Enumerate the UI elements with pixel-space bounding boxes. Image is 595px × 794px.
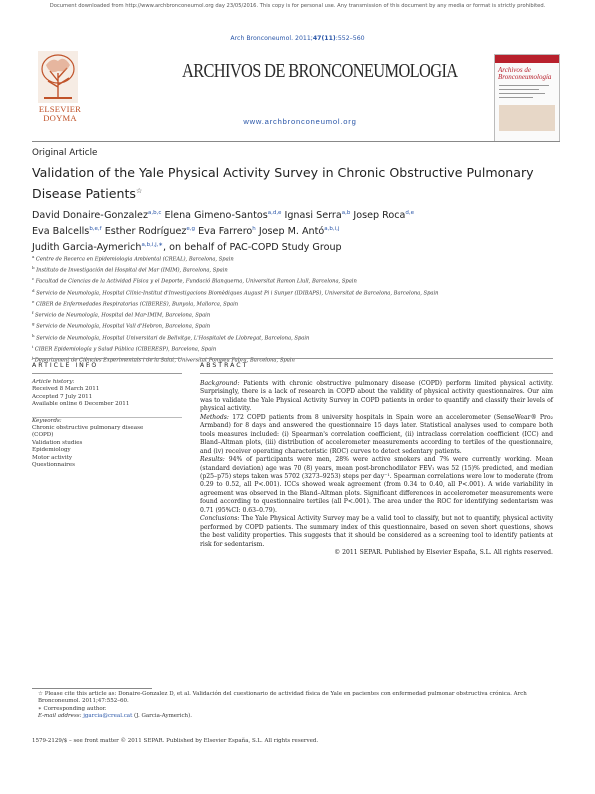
publisher-line-2: DOYMA <box>43 113 77 123</box>
email-link[interactable]: jgarcia@creal.cat <box>83 713 133 720</box>
background-label: Background: <box>200 380 240 387</box>
affiliation-item <box>32 253 572 264</box>
author-name: Josep M. Antó <box>258 225 325 237</box>
article-type: Original Article <box>32 148 98 158</box>
header-divider <box>32 141 560 142</box>
received-date: Received 8 March 2011 <box>32 386 100 393</box>
abstract-results <box>200 456 553 515</box>
author <box>164 210 284 221</box>
affiliation-key: d <box>32 287 35 293</box>
abstract-background <box>200 380 553 414</box>
author <box>32 242 342 253</box>
citation-footnote <box>32 691 562 706</box>
elsevier-tree-icon <box>38 51 78 103</box>
footnote-rule <box>32 688 152 689</box>
conclusions-label: Conclusions: <box>200 515 240 523</box>
journal-ref-prefix: Arch Bronconeumol. 2011; <box>230 35 313 42</box>
citation-text: Please cite this article as: Donaire-Gonzalez D, et al. Validación del cuestionario de actividad física de Yale en pacientes con enfermedad pulmonar obstructiva crónica. Arch Bronconeumol. 2011;47:552–60. <box>38 691 527 705</box>
methods-label: Methods: <box>200 413 229 421</box>
article-info <box>32 379 182 469</box>
author-name: Josep Roca <box>353 210 406 222</box>
affiliation-item <box>32 332 572 343</box>
article-info-heading: ARTICLE INFO <box>32 362 99 369</box>
keyword-item[interactable]: Validation studies <box>32 439 83 446</box>
keyword-item[interactable]: (COPD) <box>32 432 54 439</box>
footnotes <box>32 691 562 721</box>
author-affiliation-link[interactable]: a,b,i,j,∗ <box>141 241 164 248</box>
results-label: Results: <box>200 456 225 464</box>
author <box>259 226 340 237</box>
conclusions-text: The Yale Physical Activity Survey may be a valid tool to classify, but not to quantify, physical activity performed by COPD patients. The summary index of this questionnaire, based on seven short questions, shows the best validity properties. This suggests that it should be considered as a screening tool to identify patients at risk for sedentarism. <box>200 515 554 548</box>
cover-title-line-2: Bronconeumología <box>498 73 552 81</box>
keyword-item[interactable]: Epidemiology <box>32 447 71 454</box>
affiliation-text: Servicio de Neumología, Hospital Universitari de Bellvitge, L'Hospitalet de Llobregat, Barcelona, Spain <box>36 335 310 342</box>
publisher-line-1: ELSEVIER <box>38 104 82 114</box>
affiliation-item <box>32 309 572 320</box>
abstract-copyright: © 2011 SEPAR. Published by Elsevier España, S.L. All rights reserved. <box>334 549 553 557</box>
corresponding-text: Corresponding author. <box>43 705 107 712</box>
results-text: 94% of participants were men, 28% were active smokers and 7% were currently working. Mean (standard deviation) age was 70 (8) years, mean post-bronchodilator FEV₁ was 52 (15)% predicted, and median (p25–p75) steps taken was 5702 (3273–9253) steps per day⁻¹. Spearman correlations were low to moderate (from 0.29 to 0.52, all P<.001). ICCs showed weak agreement (from 0.34 to 0.40, all P<.001). A wide variability in agreement was observed in the Bland–Altman plots. Significant differences in accelerometer measurements were found according to questionnaire tertiles (all P<.001). The area under the ROC for identifying sedentarism was 0.71 (95%CI: 0.63–0.79). <box>200 456 553 514</box>
methods-text: 172 COPD patients from 8 university hospitals in Spain wore an accelerometer (SenseWear® Pro₂ Armband) for 8 days and answered the questionnaire 15 days later. Statistical analyses used to compare both tools measures included: (i) Spearman's correlation coefficient, (ii) intraclass correlation coefficient (ICC) and Bland–Altman plots, (iii) distribution of accelerometer measurements according to tertiles of the questionnaire, and (iv) receiver operating characteristic (ROC) curves to detect sedentary patients. <box>200 413 553 455</box>
affiliation-key: j <box>32 355 34 361</box>
issn-line: 1579-2129/$ – see front matter © 2011 SEPAR. Published by Elsevier España, S.L. All rights reserved. <box>32 738 319 744</box>
email-owner: (J. Garcia-Aymerich). <box>134 713 192 720</box>
author-affiliation-link[interactable]: a,b,c <box>147 210 162 216</box>
affiliation-item <box>32 275 572 286</box>
journal-url-link[interactable]: www.archbronconeumol.org <box>243 117 357 126</box>
author <box>32 210 164 221</box>
affiliation-item <box>32 343 572 354</box>
author-affiliation-link[interactable]: e,g <box>186 225 196 232</box>
affiliation-item <box>32 264 572 275</box>
author <box>353 210 414 221</box>
affiliation-key: b <box>32 265 35 271</box>
article-title-text: Validation of the Yale Physical Activity Survey in Chronic Obstructive Pulmonary Disease Patients <box>32 165 534 202</box>
cover-text-line <box>499 89 539 90</box>
affiliation-text: CIBER de Enfermedades Respiratorias (CIBERES), Bunyola, Mallorca, Spain <box>35 301 239 308</box>
affiliation-text: Instituto de Investigación del Hospital del Mar (IMIM), Barcelona, Spain <box>36 267 228 274</box>
publisher-logo <box>32 51 147 136</box>
abstract-conclusions <box>200 515 553 549</box>
publisher-name <box>34 105 86 123</box>
journal-ref-issue: (11) <box>321 35 336 42</box>
author-name: David Donaire-Gonzalez <box>32 210 148 222</box>
cover-text-line <box>499 97 533 98</box>
article-info-top-rule <box>32 358 182 359</box>
abstract-heading: ABSTRACT <box>200 362 249 369</box>
journal-title: ARCHIVOS DE BRONCONEUMOLOGIA <box>182 60 458 82</box>
author <box>105 226 198 237</box>
email-footnote <box>32 713 562 720</box>
affiliation-key: e <box>32 298 35 304</box>
author-affiliation-link[interactable]: a,b,i,j <box>324 225 340 232</box>
article-title <box>32 163 567 203</box>
email-label: E-mail address: <box>38 713 82 720</box>
affiliation-text: Servicio de Neumología, Hospital del Mar-IMIM, Barcelona, Spain <box>34 312 211 319</box>
cover-band <box>495 55 559 63</box>
author-affiliation-link[interactable]: d,e <box>405 210 415 216</box>
author-name: Eva Farrero <box>198 225 253 237</box>
affiliation-text: Centre de Recerca en Epidemiologia Ambiental (CREAL), Barcelona, Spain <box>35 256 234 263</box>
affiliation-text: Servicio de Neumología, Hospital Vall d'Hebron, Barcelona, Spain <box>36 324 211 331</box>
accepted-date: Accepted 7 July 2011 <box>32 393 93 400</box>
cover-title <box>498 67 551 81</box>
online-date: Available online 6 December 2011 <box>32 401 130 408</box>
author-affiliation-link[interactable]: h <box>252 225 256 232</box>
download-note: Document downloaded from http://www.archbronconeumol.org day 23/05/2016. This copy is for personal use. Any transmission of this document by any media or format is strictly prohibited. <box>49 3 546 9</box>
journal-reference[interactable] <box>0 35 595 42</box>
article-info-rule <box>32 373 182 374</box>
keyword-item[interactable]: Questionnaires <box>32 462 75 469</box>
author-name: Judith Garcia-Aymerich <box>32 241 142 253</box>
citation-mark: ☆ <box>38 691 43 697</box>
history-label: Article history: <box>32 379 75 385</box>
affiliation-key: i <box>32 343 34 349</box>
affiliation-key: g <box>32 321 35 327</box>
corresponding-mark: ∗ <box>38 705 42 712</box>
abstract-rule <box>200 373 553 374</box>
author-affiliation-link[interactable]: b,e,f <box>89 225 102 232</box>
author-name: Ignasi Serra <box>284 210 342 222</box>
abstract-top-rule <box>200 358 553 359</box>
abstract-body <box>200 380 553 558</box>
author-affiliation-link[interactable]: a,d,e <box>267 210 282 216</box>
author-name: Eva Balcells <box>32 225 90 237</box>
keywords-label: Keywords: <box>32 417 62 424</box>
keyword-item[interactable]: Motor activity <box>32 454 73 461</box>
affiliation-item <box>32 287 572 298</box>
author-affiliation-link[interactable]: a,b <box>341 210 351 216</box>
keywords-rule <box>32 417 182 418</box>
affiliation-text: Servicio de Neumología, Hospital Clínic-Institut d'Investigacions Biomèdiques August Pi i Sunyer (IDIBAPS), Universitat de Barcelona, Barcelona, Spain <box>36 290 439 297</box>
author-name: Elena Gimeno-Santos <box>164 210 268 222</box>
author-separator: , on behalf of PAC-COPD Study Group <box>163 241 342 253</box>
keyword-item[interactable]: Chronic obstructive pulmonary disease <box>32 425 144 432</box>
affiliation-text: Departament de Ciències Experimentals i de la Salut, Universitat Pompeu Fabra, Barcelona, Spain <box>34 357 295 364</box>
cover-text-line <box>499 85 549 86</box>
author-name: Esther Rodríguez <box>104 225 187 237</box>
affiliation-text: Facultad de Ciencias de la Actividad Física y el Deporte, Fundació Blanquerna, Universitat Ramon Llull, Barcelona, Spain <box>35 279 357 286</box>
affiliation-key: f <box>32 310 34 316</box>
background-text: Patients with chronic obstructive pulmonary disease (COPD) perform limited physical activity. Surprisingly, there is a lack of research in COPD about the validity of physical activity questionnaires. Our aim was to validate the Yale Physical Activity Survey in COPD patients in order to quantify and classify their levels of physical activity. <box>200 380 554 413</box>
journal-ref-pages: :552–560 <box>335 35 365 42</box>
journal-ref-volume: 47 <box>312 35 322 42</box>
abstract-methods <box>200 414 553 456</box>
affiliation-item <box>32 320 572 331</box>
affiliation-item <box>32 298 572 309</box>
affiliation-list <box>32 253 572 365</box>
title-footnote-mark[interactable]: ☆ <box>135 187 143 195</box>
affiliation-key: a <box>32 254 35 259</box>
cover-image <box>499 105 555 131</box>
affiliation-item <box>32 354 572 365</box>
author <box>285 210 354 221</box>
cover-text-line <box>499 93 545 94</box>
author <box>198 226 259 237</box>
journal-cover-thumbnail <box>494 54 560 142</box>
affiliation-key: h <box>32 332 35 338</box>
cover-title-line-1: Archivos de <box>498 66 531 74</box>
author <box>32 226 105 237</box>
author-list <box>32 207 572 254</box>
affiliation-key: c <box>32 276 35 282</box>
affiliation-text: CIBER Epidemiología y Salud Pública (CIBERESP), Barcelona, Spain <box>34 346 217 353</box>
